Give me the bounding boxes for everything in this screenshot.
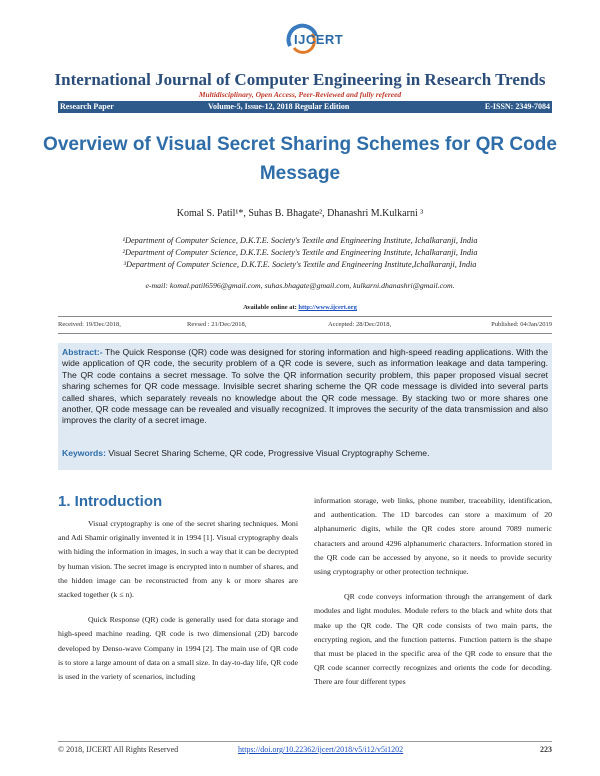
abstract-text: The Quick Response (QR) code was designed for storing information and high-speed reading applications. With the wide application of QR code, the security problem of a QR code is severe, such as information leakage and data tampering. The QR code contains a secret message. To solve the QR information security problem, this paper proposed visual secret sharing schemes for QR code message. Invisible secret sharing scheme the QR code message is divided into several parts called shares, which separately reveals no knowledge about the QR code message. By stacking two or more shares one another, QR code message can be revealed and visually recognized. It improves the security of the data transmission and also improves the clarity of a secret image. xyxy=(62,347,548,426)
logo-text: IJCERT xyxy=(294,32,344,47)
journal-link[interactable]: http://www.ijcert.org xyxy=(298,304,357,311)
date-revised: Revsed : 21/Dec/2018, xyxy=(187,321,247,328)
issn: E-ISSN: 2349-7084 xyxy=(484,102,550,111)
abstract xyxy=(62,347,548,427)
abstract-label: Abstract:- xyxy=(62,347,103,357)
left-column xyxy=(58,517,298,695)
doi-link-wrap xyxy=(238,745,403,754)
authors: Komal S. Patil¹*, Suhas B. Bhagate², Dhanashri M.Kulkarni ³ xyxy=(176,208,424,219)
paper-type: Research Paper xyxy=(60,102,114,111)
divider-top xyxy=(58,316,552,317)
date-published: Published: 04/Jan/2019 xyxy=(491,321,552,328)
affiliation-1: ¹Department of Computer Science, D.K.T.E. Society's Textile and Engineering Institute, Ichalkaranji, India xyxy=(122,236,478,245)
paper-title: Overview of Visual Secret Sharing Schemes for QR Code Message xyxy=(43,134,557,184)
journal-title: International Journal of Computer Engineering in Research Trends xyxy=(54,70,546,89)
divider-bottom xyxy=(58,333,552,334)
keywords-label: Keywords: xyxy=(62,448,106,458)
header-bar xyxy=(58,101,552,113)
copyright: © 2018, IJCERT All Rights Reserved xyxy=(58,745,179,754)
keywords xyxy=(62,448,548,458)
journal-subtitle: Multidisciplinary, Open Access, Peer-Reviewed and fully refereed xyxy=(198,90,402,99)
footer-divider xyxy=(58,741,552,742)
page-number: 223 xyxy=(540,745,552,754)
affiliation-2: ²Department of Computer Science, D.K.T.E. Society's Textile and Engineering Institute, Ichalkaranji, India xyxy=(122,248,478,257)
available-label: Available online at: xyxy=(243,304,299,311)
section-heading: 1. Introduction xyxy=(58,493,163,510)
author-emails: e-mail: komal.patil6596@gmail.com, suhas.bhagate@gmail.com, kulkarni.dhanashri@gmail.com. xyxy=(145,281,455,290)
affiliation-3: ³Department of Computer Science, D.K.T.E. Society's Textile and Engineering Institute,Ichalkaranji, India xyxy=(123,260,477,269)
paragraph: information storage, web links, phone number, traceability, identification, and authentication. The 1D barcodes can store a maximum of 20 alphanumeric digits, while the QR codes store around 7089 numeric characters and around 4296 alphanumeric characters. Information stored in the QR code can be accessed by anyone, so it needs to provide security using cryptography or other protection technique. xyxy=(314,496,552,577)
paragraph: Quick Response (QR) code is generally used for data storage and high-speed machine reading. QR code is two dimensional (2D) barcode developed by Denso-wave Company in 1994 [2]. The main use of QR code is to store a large amount of data on a small size. In day-to-day life, QR code is used in the variety of scenarios, including xyxy=(58,615,298,682)
date-accepted: Accepted: 28/Dec/2018, xyxy=(328,321,392,328)
volume-info: Volume-5, Issue-12, 2018 Regular Edition xyxy=(208,102,350,111)
paragraph: QR code conveys information through the arrangement of dark modules and light modules. Module refers to the black and white dots that make up the QR code. The QR code consists of two main parts, the encrypting region, and the function patterns. Function pattern is the shape that must be placed in the specific area of the QR code to ensure that the QR code scanner correctly recognizes and orients the code for decoding. There are four different types xyxy=(314,592,552,687)
date-received: Received: 19/Dec/2018, xyxy=(58,321,121,328)
keywords-text: Visual Secret Sharing Scheme, QR code, Progressive Visual Cryptography Scheme. xyxy=(105,448,430,458)
paragraph: Visual cryptography is one of the secret sharing techniques. Moni and Adi Shamir originally invented it in 1994 [1]. Visual cryptography deals with hiding the information in images, in such a way that it can be decrypted by human vision. The secret image is encrypted into n number of shares, and the hidden image can be reconstructed from any k or more shares are stacked together (k ≤ n). xyxy=(58,519,298,600)
available-online xyxy=(0,304,600,311)
right-column xyxy=(314,494,552,701)
doi-link[interactable]: https://doi.org/10.22362/ijcert/2018/v5/i12/v5i1202 xyxy=(238,745,404,754)
journal-logo xyxy=(270,18,344,60)
